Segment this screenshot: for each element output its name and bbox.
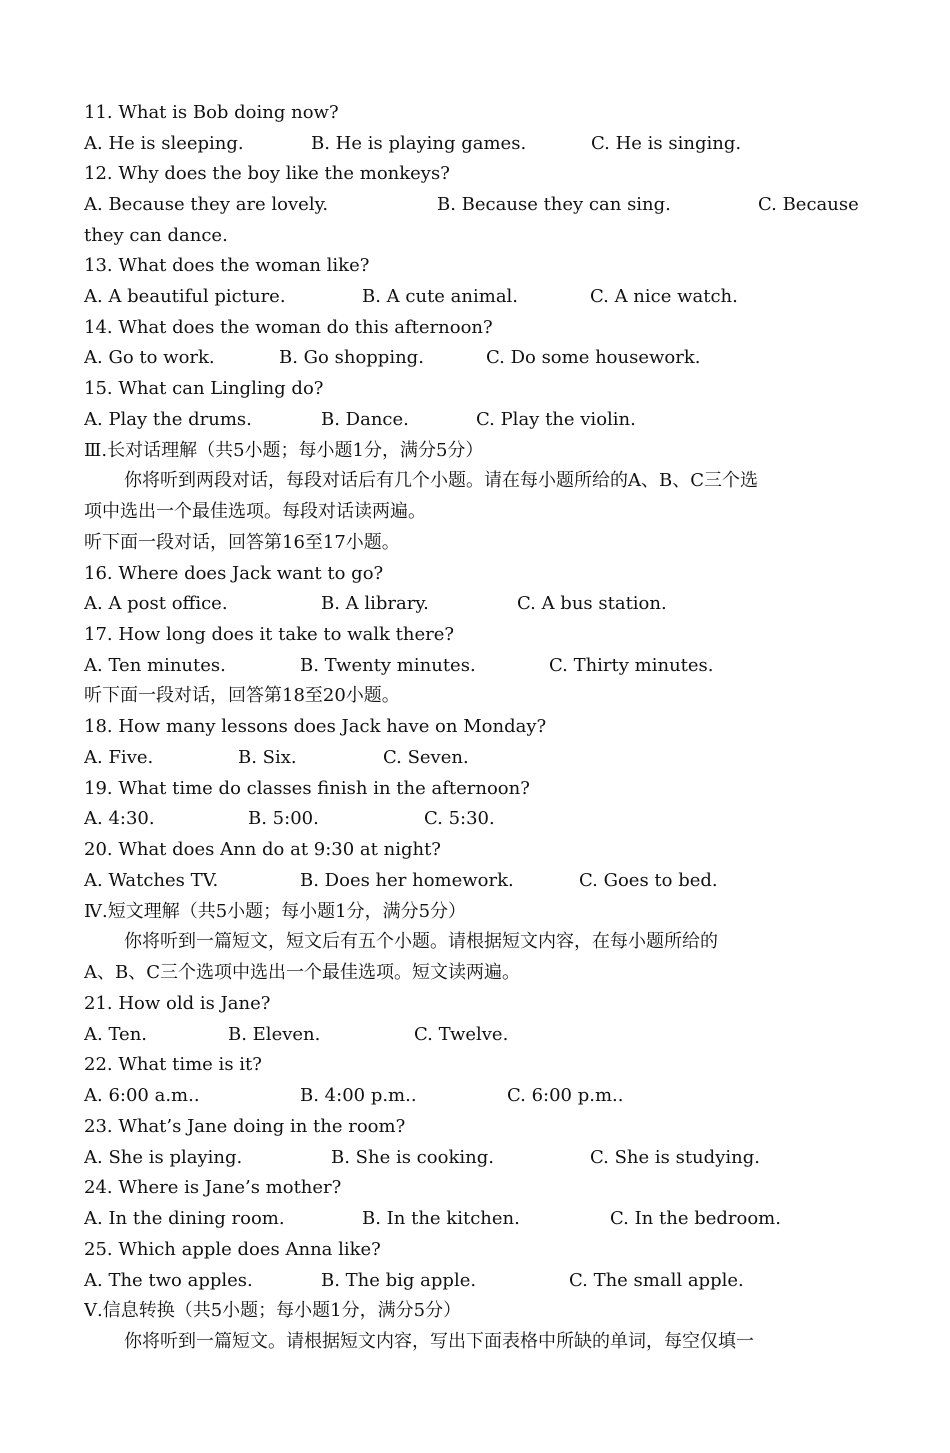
option-a: A. He is sleeping.: [84, 133, 244, 154]
option-a: A. A post office.: [84, 593, 228, 614]
option-a: A. The two apples.: [84, 1270, 253, 1291]
option-c: C. A bus station.: [517, 593, 667, 614]
option-a: A. 6:00 a.m..: [84, 1085, 200, 1106]
option-b: B. He is playing games.: [311, 133, 527, 154]
section-4-instructions-line-2: A、B、C三个选项中选出一个最佳选项。短文读两遍。: [84, 962, 520, 983]
question-18-options: [84, 742, 867, 773]
question-20: 20. What does Ann do at 9:30 at night?: [84, 839, 441, 860]
option-c: C. Play the violin.: [476, 409, 636, 430]
section-5-heading: Ⅴ.信息转换（共5小题；每小题1分，满分5分）: [84, 1300, 462, 1321]
option-a: A. Go to work.: [84, 347, 215, 368]
option-c: C. Because: [758, 194, 859, 215]
question-13-options: [84, 281, 867, 312]
question-13: 13. What does the woman like?: [84, 255, 370, 276]
question-16-options: [84, 588, 867, 619]
option-c: C. She is studying.: [590, 1147, 760, 1168]
question-17: 17. How long does it take to walk there?: [84, 624, 455, 645]
option-a: A. Ten.: [84, 1024, 148, 1045]
option-b: B. Eleven.: [228, 1024, 321, 1045]
question-18: 18. How many lessons does Jack have on Monday?: [84, 716, 547, 737]
question-15: 15. What can Lingling do?: [84, 378, 324, 399]
question-11-options: [84, 128, 867, 159]
option-a: A. Because they are lovely.: [84, 194, 329, 215]
section-3-instructions-line-2: 项中选出一个最佳选项。每段对话读两遍。: [84, 501, 426, 522]
section-5-instructions-line-1: 你将听到一篇短文。请根据短文内容，写出下面表格中所缺的单词，每空仅填一: [124, 1331, 754, 1352]
option-b: B. 5:00.: [248, 808, 319, 829]
question-12: 12. Why does the boy like the monkeys?: [84, 163, 450, 184]
option-a: A. In the dining room.: [84, 1208, 285, 1229]
question-22-options: [84, 1080, 867, 1111]
option-c: C. The small apple.: [569, 1270, 744, 1291]
option-c: C. 6:00 p.m..: [507, 1085, 624, 1106]
option-a: A. She is playing.: [84, 1147, 243, 1168]
option-c: C. Seven.: [383, 747, 469, 768]
option-b: B. Go shopping.: [279, 347, 424, 368]
option-c: C. Thirty minutes.: [549, 655, 714, 676]
dialog-1-intro: 听下面一段对话，回答第16至17小题。: [84, 532, 400, 553]
section-3-heading: Ⅲ.长对话理解（共5小题；每小题1分，满分5分）: [84, 440, 484, 461]
option-b: B. 4:00 p.m..: [300, 1085, 417, 1106]
option-b: B. Does her homework.: [300, 870, 514, 891]
question-20-options: [84, 865, 867, 896]
option-a: A. 4:30.: [84, 808, 155, 829]
option-b: B. Dance.: [321, 409, 409, 430]
question-14-options: [84, 342, 867, 373]
question-22: 22. What time is it?: [84, 1054, 262, 1075]
option-b: B. Because they can sing.: [437, 194, 671, 215]
question-24: 24. Where is Jane’s mother?: [84, 1177, 342, 1198]
option-c: C. Goes to bed.: [579, 870, 718, 891]
option-b: B. A cute animal.: [362, 286, 519, 307]
question-25: 25. Which apple does Anna like?: [84, 1239, 381, 1260]
option-c: C. 5:30.: [424, 808, 495, 829]
question-23-options: [84, 1142, 867, 1173]
question-15-options: [84, 404, 867, 435]
dialog-2-intro: 听下面一段对话，回答第18至20小题。: [84, 685, 400, 706]
option-a: A. Play the drums.: [84, 409, 252, 430]
option-b: B. A library.: [321, 593, 429, 614]
question-12-option-c-continued: they can dance.: [84, 225, 228, 246]
section-4-instructions-line-1: 你将听到一篇短文，短文后有五个小题。请根据短文内容，在每小题所给的: [124, 931, 718, 952]
question-21-options: [84, 1019, 867, 1050]
question-21: 21. How old is Jane?: [84, 993, 271, 1014]
question-25-options: [84, 1265, 867, 1296]
option-a: A. Five.: [84, 747, 154, 768]
option-b: B. Twenty minutes.: [300, 655, 476, 676]
question-24-options: [84, 1203, 867, 1234]
option-c: C. He is singing.: [591, 133, 742, 154]
option-c: C. Do some housework.: [486, 347, 701, 368]
question-12-options: [84, 189, 867, 220]
option-c: C. A nice watch.: [590, 286, 738, 307]
option-c: C. Twelve.: [414, 1024, 509, 1045]
option-b: B. She is cooking.: [331, 1147, 494, 1168]
question-19: 19. What time do classes finish in the afternoon?: [84, 778, 530, 799]
option-b: B. In the kitchen.: [362, 1208, 520, 1229]
option-a: A. Watches TV.: [84, 870, 219, 891]
option-a: A. A beautiful picture.: [84, 286, 286, 307]
question-16: 16. Where does Jack want to go?: [84, 563, 384, 584]
question-11: 11. What is Bob doing now?: [84, 102, 339, 123]
option-b: B. Six.: [238, 747, 297, 768]
question-17-options: [84, 650, 867, 681]
option-b: B. The big apple.: [321, 1270, 477, 1291]
option-a: A. Ten minutes.: [84, 655, 226, 676]
option-c: C. In the bedroom.: [610, 1208, 781, 1229]
section-3-instructions-line-1: 你将听到两段对话，每段对话后有几个小题。请在每小题所给的A、B、C三个选: [124, 470, 758, 491]
question-14: 14. What does the woman do this afternoon?: [84, 317, 493, 338]
section-4-heading: Ⅳ.短文理解（共5小题；每小题1分，满分5分）: [84, 901, 467, 922]
question-19-options: [84, 803, 867, 834]
question-23: 23. What’s Jane doing in the room?: [84, 1116, 406, 1137]
